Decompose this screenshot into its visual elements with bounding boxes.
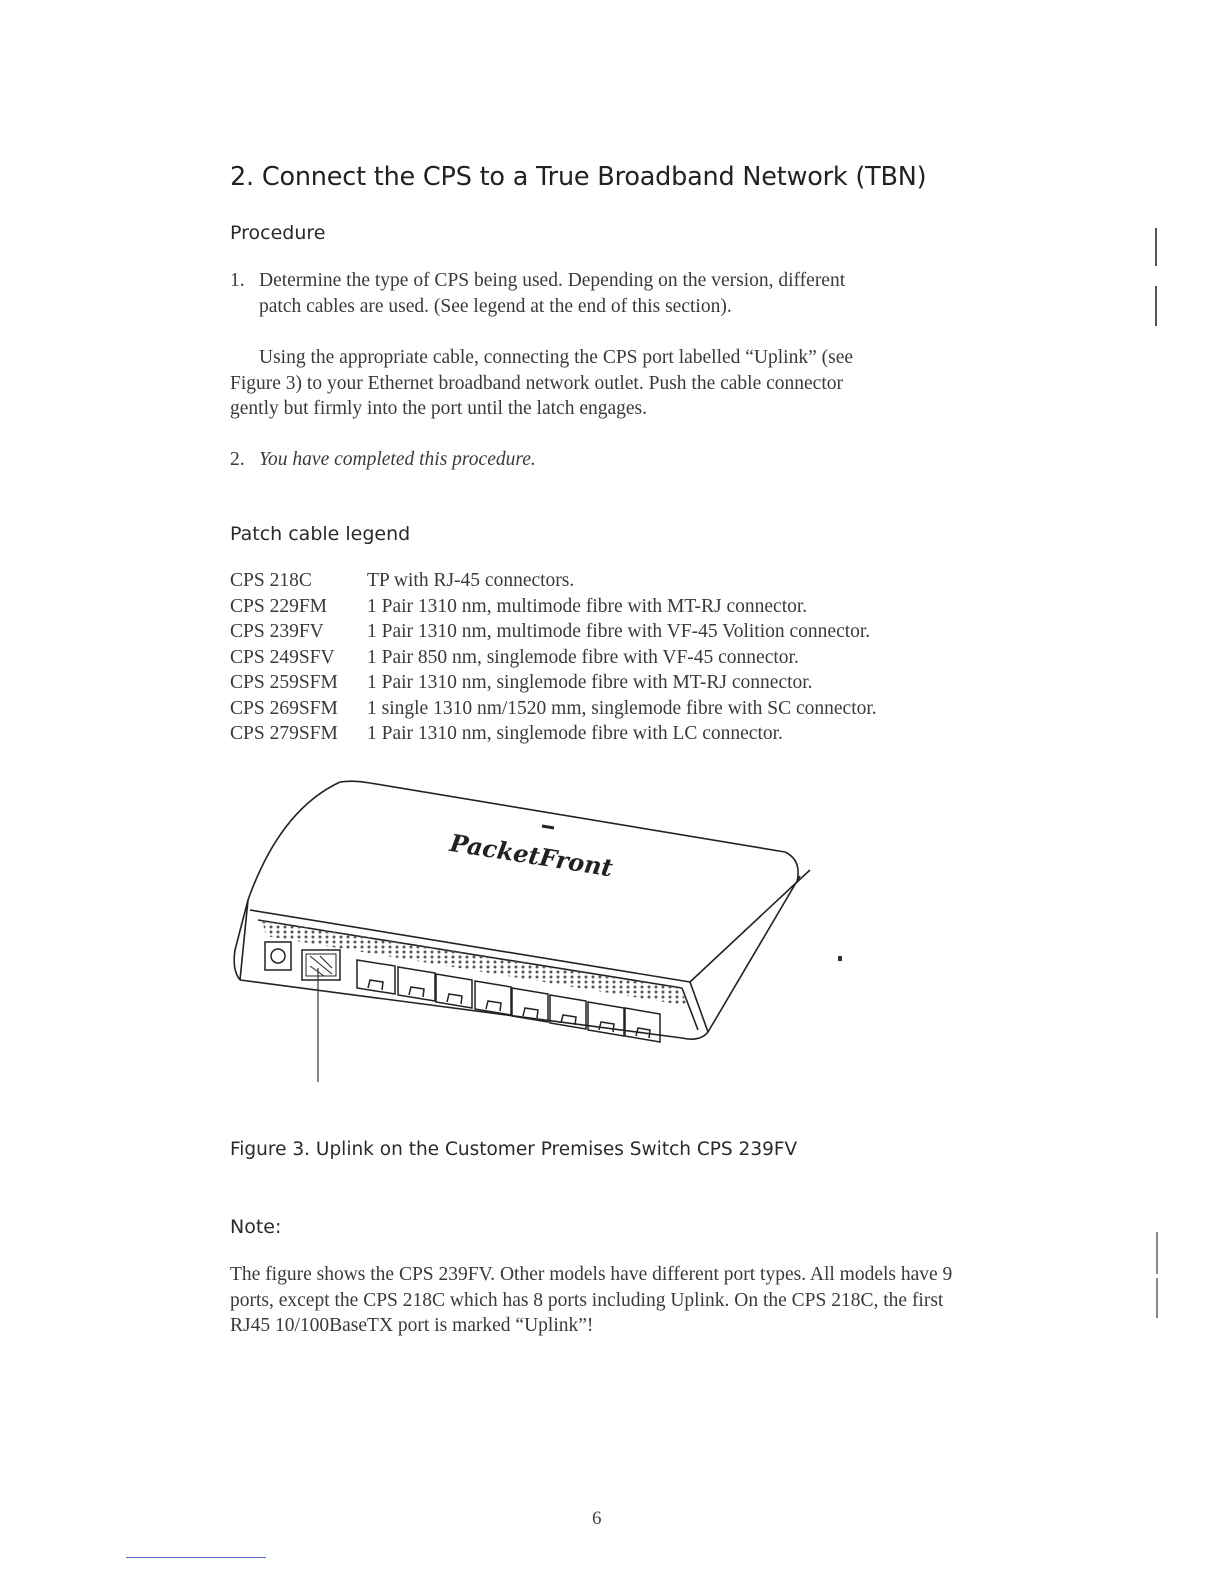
step-2-number: 2. xyxy=(230,449,245,470)
scan-speck xyxy=(838,956,842,961)
legend-row xyxy=(230,594,877,620)
switch-body-outline xyxy=(234,781,810,1039)
legend-description: TP with RJ-45 connectors. xyxy=(367,570,575,591)
legend-row xyxy=(230,619,877,645)
legend-description: 1 single 1310 nm/1520 mm, singlemode fibre with SC connector. xyxy=(367,697,877,719)
legend-description: 1 Pair 1310 nm, singlemode fibre with LC connector. xyxy=(367,723,783,744)
legend-model: CPS 249SFV xyxy=(230,646,335,668)
legend-row xyxy=(230,696,877,722)
legend-model: CPS 259SFM xyxy=(230,672,338,693)
rj45-port-icon xyxy=(512,988,548,1022)
legend-model: CPS 269SFM xyxy=(230,697,338,719)
procedure-heading: Procedure xyxy=(230,222,326,244)
legend-table xyxy=(230,568,877,747)
note-text: The figure shows the CPS 239FV. Other models have different port types. All models have 9 ports, except the CPS 218C which has 8 ports including Uplink. On the CPS 218C, the first RJ45 10/100BaseTX port is marked “Uplink”! xyxy=(230,1264,953,1336)
rj45-port-icon xyxy=(475,981,511,1015)
margin-mark xyxy=(1156,1278,1158,1318)
page-number: 6 xyxy=(592,1508,602,1529)
rj45-port-icon xyxy=(588,1002,624,1036)
legend-row xyxy=(230,721,877,747)
scan-line xyxy=(126,1557,266,1558)
legend-model: CPS 229FM xyxy=(230,595,328,617)
rj45-port-icon xyxy=(625,1008,660,1042)
rj45-port-icon xyxy=(436,974,472,1008)
cps-switch-illustration xyxy=(220,770,840,1090)
rj45-port-icon xyxy=(357,960,395,994)
note-heading: Note: xyxy=(230,1216,282,1238)
margin-mark xyxy=(1155,286,1157,326)
page-title: 2. Connect the CPS to a True Broadband Network (TBN) xyxy=(230,162,927,192)
legend-description: 1 Pair 1310 nm, singlemode fibre with MT-RJ connector. xyxy=(367,672,813,693)
step-1-text: Determine the type of CPS being used. Depending on the version, different patch cables are used. (See legend at the end of this section). xyxy=(259,270,846,317)
legend-row xyxy=(230,645,877,671)
figure-caption: Figure 3. Uplink on the Customer Premises Switch CPS 239FV xyxy=(230,1139,798,1160)
legend-heading: Patch cable legend xyxy=(230,523,411,545)
legend-description: 1 Pair 1310 nm, multimode fibre with MT-RJ connector. xyxy=(367,595,808,617)
legend-model: CPS 279SFM xyxy=(230,723,338,744)
legend-row xyxy=(230,670,877,696)
power-jack-icon xyxy=(265,942,291,970)
margin-mark xyxy=(1155,228,1157,266)
rj45-port-icon xyxy=(398,967,435,1001)
step-1-paragraph: Using the appropriate cable, connecting the CPS port labelled “Uplink” (see Figure 3) to your Ethernet broadband network outlet. Push the cable connector gently but firmly into the port until the latch engages. xyxy=(230,347,854,419)
margin-mark xyxy=(1156,1232,1158,1274)
step-2-text: You have completed this procedure. xyxy=(259,449,536,470)
legend-model: CPS 218C xyxy=(230,570,312,591)
legend-description: 1 Pair 1310 nm, multimode fibre with VF-45 Volition connector. xyxy=(367,621,871,642)
logo-mark xyxy=(542,826,554,828)
legend-model: CPS 239FV xyxy=(230,621,324,642)
brand-logo: PacketFront xyxy=(447,828,615,883)
legend-description: 1 Pair 850 nm, singlemode fibre with VF-45 connector. xyxy=(367,646,799,668)
step-1-number: 1. xyxy=(230,270,245,291)
uplink-port-icon xyxy=(302,950,340,980)
legend-row xyxy=(230,568,877,594)
